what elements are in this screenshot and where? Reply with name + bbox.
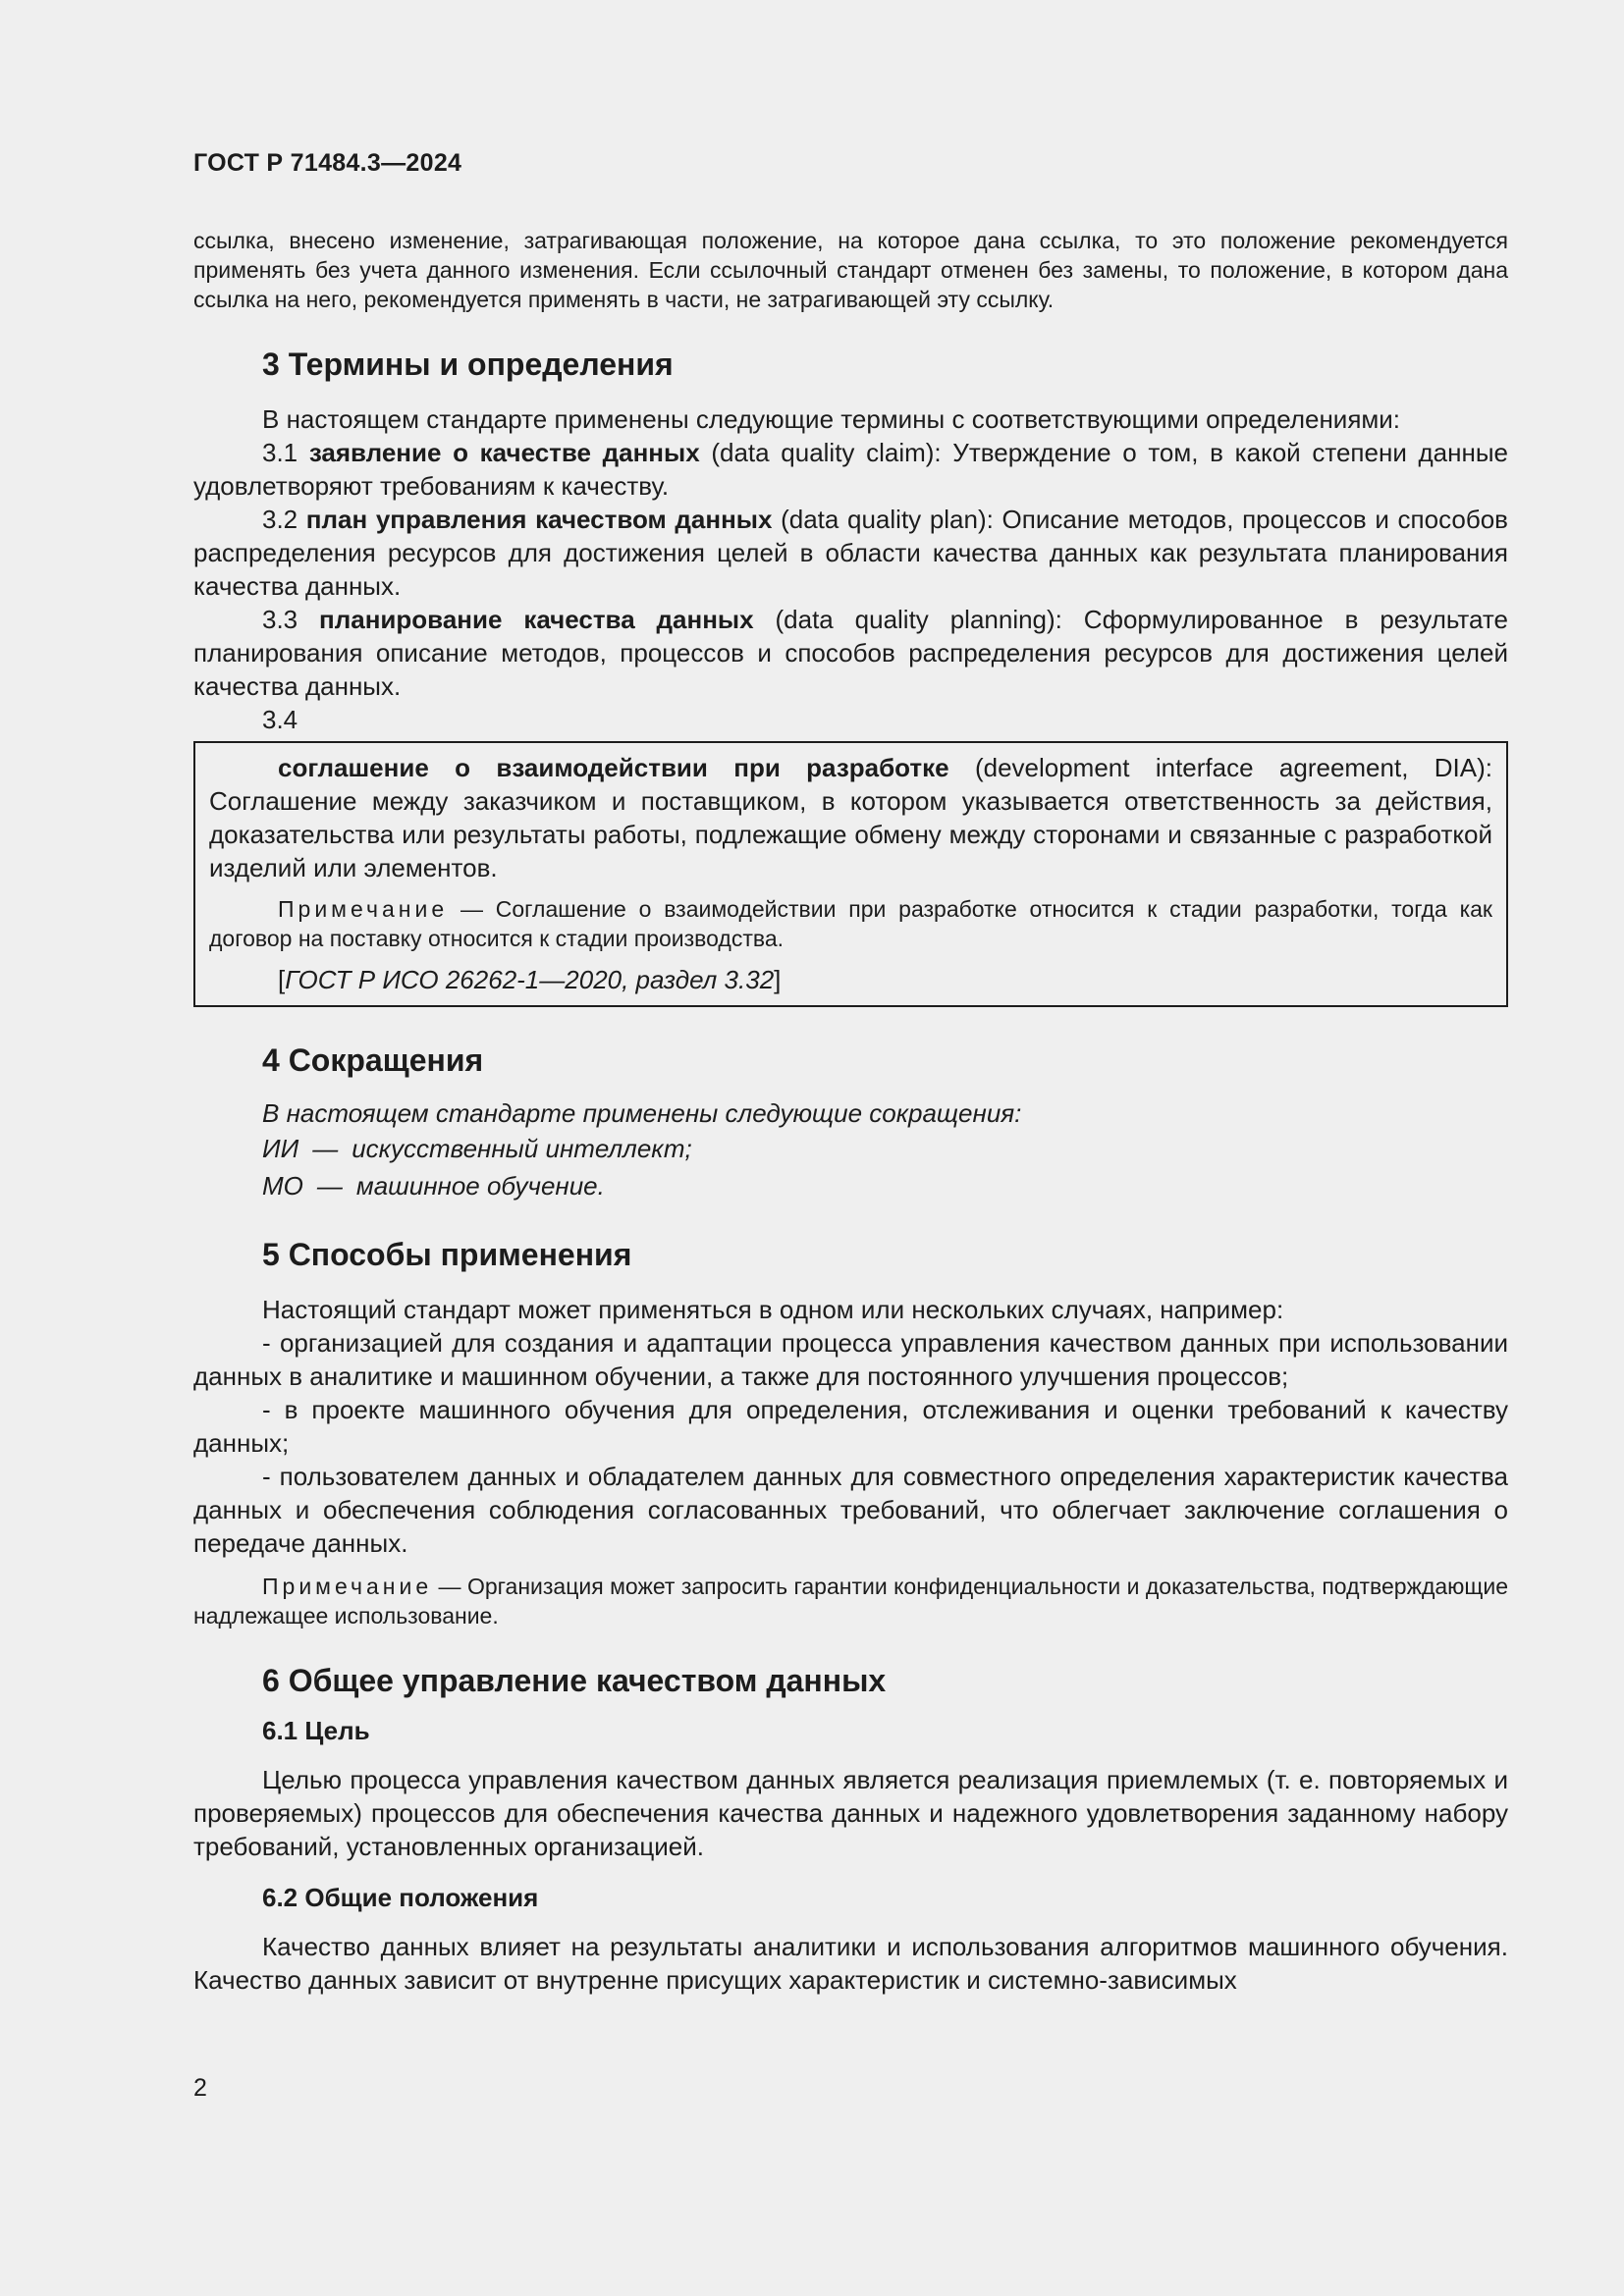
boxed-term-3-4	[193, 741, 1508, 1007]
abbreviation: ИИ	[262, 1134, 299, 1163]
section-5-note	[193, 1572, 1508, 1630]
section-6-1-title: 6.1 Цель	[262, 1716, 370, 1745]
term-3-1	[193, 436, 1508, 503]
abbreviation: МО	[262, 1171, 303, 1201]
section-6-2-title: 6.2 Общие положения	[262, 1883, 539, 1912]
abbreviation-meaning: искусственный интеллект;	[352, 1134, 692, 1163]
term-name: планирование качества данных	[319, 605, 754, 634]
list-item: - в проекте машинного обучения для определения, отслеживания и оценки требований к качеству данных;	[193, 1395, 1508, 1458]
source-reference: ГОСТ Р ИСО 26262-1—2020, раздел 3.32	[285, 965, 775, 994]
list-item: - пользователем данных и обладателем данных для совместного определения характеристик качества данных и обеспечения соблюдения согласованных требований, что облегчает заключение соглашения о передаче данных.	[193, 1462, 1508, 1558]
term-3-4-number: 3.4	[262, 705, 298, 734]
note-label: Примечание	[278, 896, 449, 922]
term-3-3	[193, 603, 1508, 703]
document-body	[193, 226, 1508, 1997]
note-text: — Организация может запросить гарантии конфиденциальности и доказательства, подтверждающие надлежащее использование.	[193, 1574, 1508, 1629]
abbreviation-row: МО — машинное обучение.	[262, 1171, 605, 1201]
term-definition: (data quality planning): Сформулированное в результате планирования описание методов, процессов и способов распределения ресурсов для достижения целей качества данных.	[193, 605, 1508, 701]
term-3-2	[193, 503, 1508, 603]
intro-paragraph: ссылка, внесено изменение, затрагивающая положение, на которое дана ссылка, то это положение рекомендуется применять без учета данного изменения. Если ссылочный стандарт отменен без замены, то положение, в котором дана ссылка на него, рекомендуется применять в части, не затрагивающей эту ссылку.	[193, 228, 1508, 312]
boxed-term-note	[209, 894, 1492, 953]
section-4-intro: В настоящем стандарте применены следующие сокращения:	[262, 1098, 1022, 1128]
section-3-intro: В настоящем стандарте применены следующие термины с соответствующими определениями:	[262, 404, 1401, 434]
section-5-title: 5 Способы применения	[262, 1237, 632, 1272]
note-label: Примечание	[262, 1574, 433, 1599]
section-6-title: 6 Общее управление качеством данных	[262, 1663, 887, 1698]
boxed-term-source: [ГОСТ Р ИСО 26262-1—2020, раздел 3.32]	[278, 965, 782, 994]
term-number: 3.3	[262, 605, 320, 634]
term-name: заявление о качестве данных	[308, 438, 700, 467]
term-number: 3.1	[262, 438, 309, 467]
document-number: ГОСТ Р 71484.3—2024	[193, 149, 462, 177]
section-4-title: 4 Сокращения	[262, 1042, 484, 1078]
term-name: план управления качеством данных	[305, 505, 773, 534]
abbreviation-row: ИИ — искусственный интеллект;	[262, 1134, 692, 1163]
section-3-title: 3 Термины и определения	[262, 347, 674, 382]
section-6-1-text: Целью процесса управления качеством данных является реализация приемлемых (т. е. повторяемых и проверяемых) процессов для обеспечения качества данных и надежного удовлетворения заданному набору требований, установленных организацией.	[193, 1765, 1508, 1861]
term-definition: (development interface agreement, DIA): Соглашение между заказчиком и поставщиком, в котором указывается ответственность за действия, доказательства или результаты работы, подлежащие обмену между сторонами и связанные с разработкой изделий или элементов.	[209, 753, 1493, 882]
note-text: — Соглашение о взаимодействии при разработке относится к стадии разработки, тогда как договор на поставку относится к стадии производства.	[209, 896, 1492, 951]
term-definition: (data quality claim): Утверждение о том, в какой степени данные удовлетворяют требованиям к качеству.	[193, 438, 1508, 501]
abbreviation-meaning: машинное обучение.	[355, 1171, 605, 1201]
list-item: - организацией для создания и адаптации процесса управления качеством данных при использовании данных в аналитике и машинном обучении, а также для постоянного улучшения процессов;	[193, 1328, 1508, 1391]
section-5-intro: Настоящий стандарт может применяться в одном или нескольких случаях, например:	[262, 1295, 1284, 1324]
section-6-2-text: Качество данных влияет на результаты аналитики и использования алгоритмов машинного обучения. Качество данных зависит от внутренне присущих характеристик и системно-зависимых	[193, 1932, 1508, 1995]
term-number: 3.2	[262, 505, 306, 534]
page-number: 2	[193, 2074, 207, 2102]
boxed-term-definition	[209, 751, 1492, 884]
term-name: соглашение о взаимодействии при разработке	[278, 753, 949, 782]
term-definition: (data quality plan): Описание методов, процессов и способов распределения ресурсов для достижения целей в области качества данных как результата планирования качества данных.	[193, 505, 1508, 601]
